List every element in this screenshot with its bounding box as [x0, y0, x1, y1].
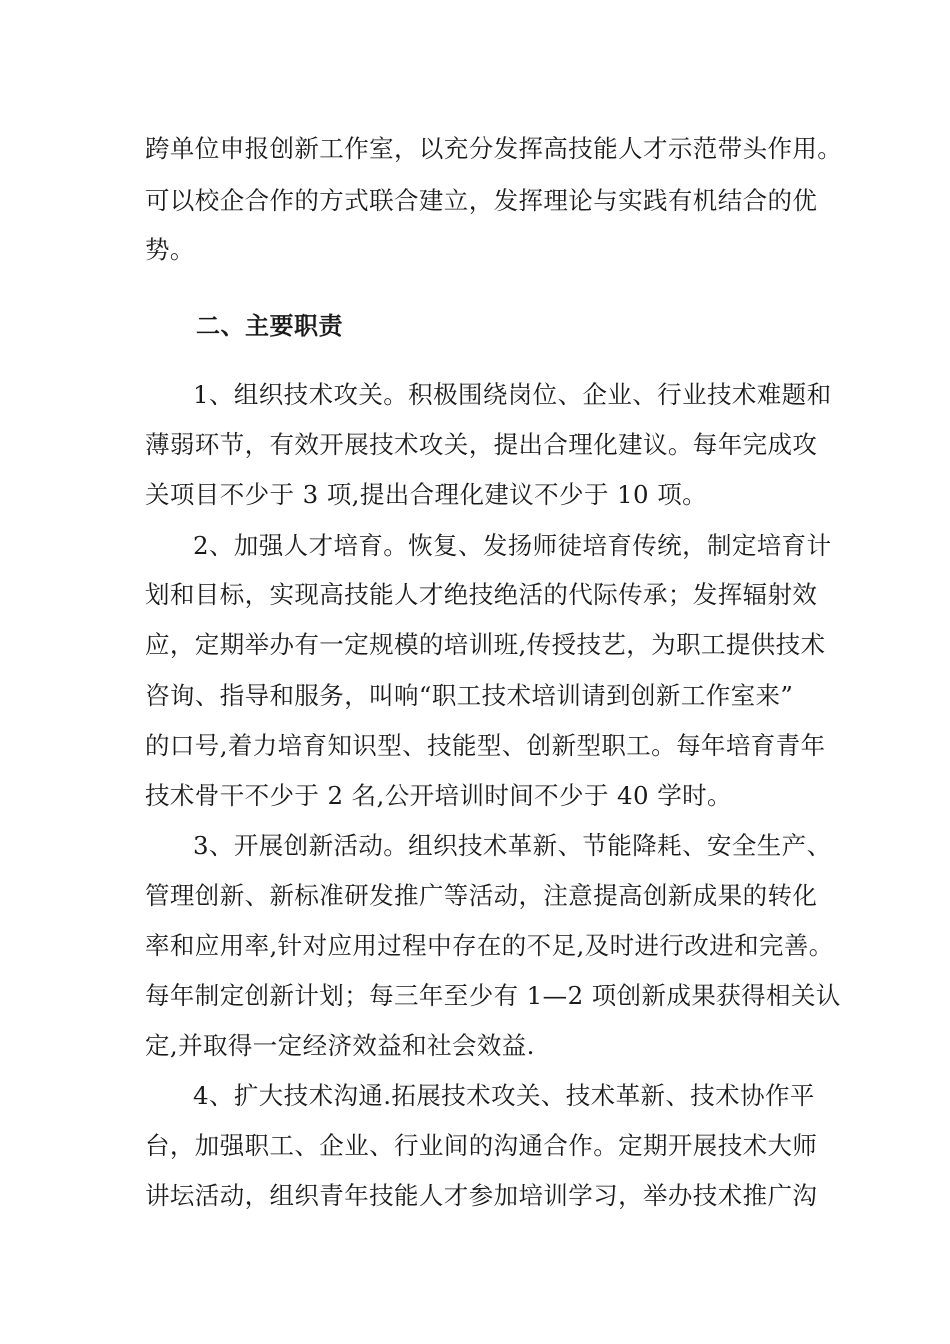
list-item-line: 的口号,着力培育知识型、技能型、创新型职工。每年培育青年 — [145, 731, 826, 760]
list-item-line: 技术骨干不少于 2 名,公开培训时间不少于 40 学时。 — [145, 781, 732, 810]
list-item-line: 应，定期举办有一定规模的培训班,传授技艺，为职工提供技术 — [145, 630, 826, 659]
list-item-line: 每年制定创新计划；每三年至少有 1—2 项创新成果获得相关认 — [145, 981, 841, 1010]
list-item-line: 台，加强职工、企业、行业间的沟通合作。定期开展技术大师 — [145, 1131, 818, 1160]
paragraph-line: 可以校企合作的方式联合建立，发挥理论与实践有机结合的优 — [145, 186, 818, 215]
paragraph-line: 跨单位申报创新工作室，以充分发挥高技能人才示范带头作用。 — [145, 134, 843, 163]
list-item-line: 讲坛活动，组织青年技能人才参加培训学习，举办技术推广沟 — [145, 1181, 818, 1210]
section-heading: 二、主要职责 — [196, 312, 343, 340]
list-item-line: 管理创新、新标准研发推广等活动，注意提高创新成果的转化 — [145, 881, 818, 910]
list-item-line: 划和目标，实现高技能人才绝技绝活的代际传承；发挥辐射效 — [145, 580, 818, 609]
list-item-line: 2、加强人才培育。恢复、发扬师徒培育传统，制定培育计 — [193, 531, 832, 560]
list-item-line: 1、组织技术攻关。积极围绕岗位、企业、行业技术难题和 — [193, 380, 832, 409]
list-item-line: 4、扩大技术沟通.拓展技术攻关、技术革新、技术协作平 — [193, 1081, 815, 1110]
list-item-line: 定,并取得一定经济效益和社会效益. — [145, 1031, 535, 1060]
paragraph-line: 势。 — [145, 235, 195, 264]
list-item-line: 关项目不少于 3 项,提出合理化建议不少于 10 项。 — [145, 480, 707, 509]
list-item-line: 率和应用率,针对应用过程中存在的不足,及时进行改进和完善。 — [145, 931, 834, 960]
list-item-line: 咨询、指导和服务，叫响“职工技术培训请到创新工作室来” — [145, 681, 794, 710]
list-item-line: 薄弱环节，有效开展技术攻关，提出合理化建议。每年完成攻 — [145, 430, 818, 459]
list-item-line: 3、开展创新活动。组织技术革新、节能降耗、安全生产、 — [193, 831, 832, 860]
